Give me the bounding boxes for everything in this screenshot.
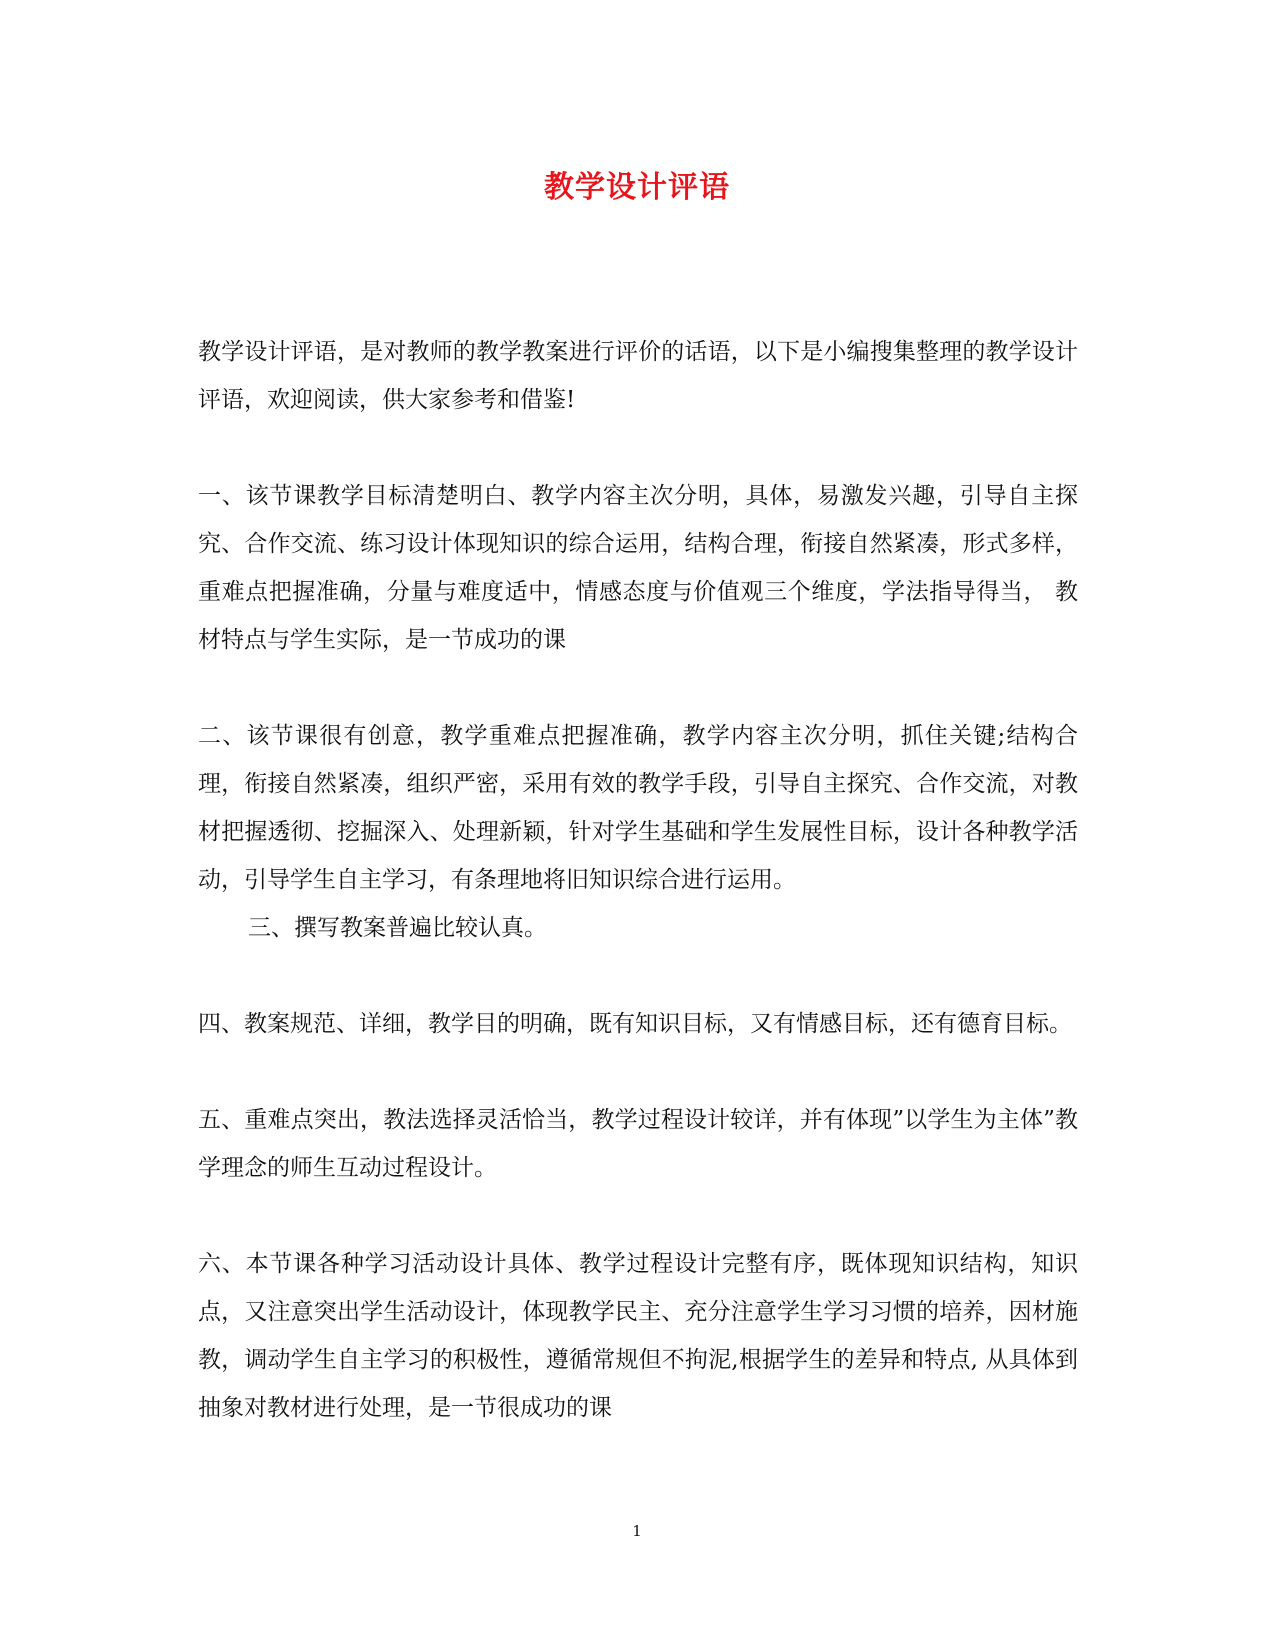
document-body [198,328,1078,1432]
page-number: 1 [632,1522,642,1540]
comment-paragraph-4: 四、教案规范、详细，教学目的明确，既有知识目标，又有情感目标，还有德育目标。 [198,1011,1072,1037]
paragraph-spacer [198,664,1078,712]
comment-paragraph-6: 六、本节课各种学习活动设计具体、教学过程设计完整有序，既体现知识结构，知识点，又注意突出学生活动设计，体现教学民主、充分注意学生学习习惯的培养，因材施教，调动学生自主学习的积极性，遵循常规但不拘泥,根据学生的差异和特点, 从具体到抽象对教材进行处理，是一节很成功的课 [198,1251,1078,1421]
comment-paragraph-3: 三、撰写教案普遍比较认真。 [248,915,547,941]
comment-paragraph-5: 五、重难点突出，教法选择灵活恰当，教学过程设计较详，并有体现”以学生为主体”教学理念的师生互动过程设计。 [198,1107,1078,1181]
paragraph-spacer [198,424,1078,472]
document-title: 教学设计评语 [544,170,730,205]
comment-paragraph-2: 二、该节课很有创意，教学重难点把握准确，教学内容主次分明，抓住关键;结构合理，衔接自然紧凑，组织严密，采用有效的教学手段，引导自主探究、合作交流，对教材把握透彻、挖掘深入、处理新颖，针对学生基础和学生发展性目标，设计各种教学活动，引导学生自主学习，有条理地将旧知识综合进行运用。 [198,723,1078,893]
paragraph-spacer [198,952,1078,1000]
intro-paragraph: 教学设计评语，是对教师的教学教案进行评价的话语，以下是小编搜集整理的教学设计评语，欢迎阅读，供大家参考和借鉴! [198,339,1078,413]
comment-paragraph-1: 一、该节课教学目标清楚明白、教学内容主次分明，具体，易激发兴趣，引导自主探究、合作交流、练习设计体现知识的综合运用，结构合理，衔接自然紧凑，形式多样，重难点把握准确，分量与难度适中，情感态度与价值观三个维度，学法指导得当， 教材特点与学生实际，是一节成功的课 [198,483,1078,653]
paragraph-spacer [198,1192,1078,1240]
paragraph-spacer [198,1048,1078,1096]
